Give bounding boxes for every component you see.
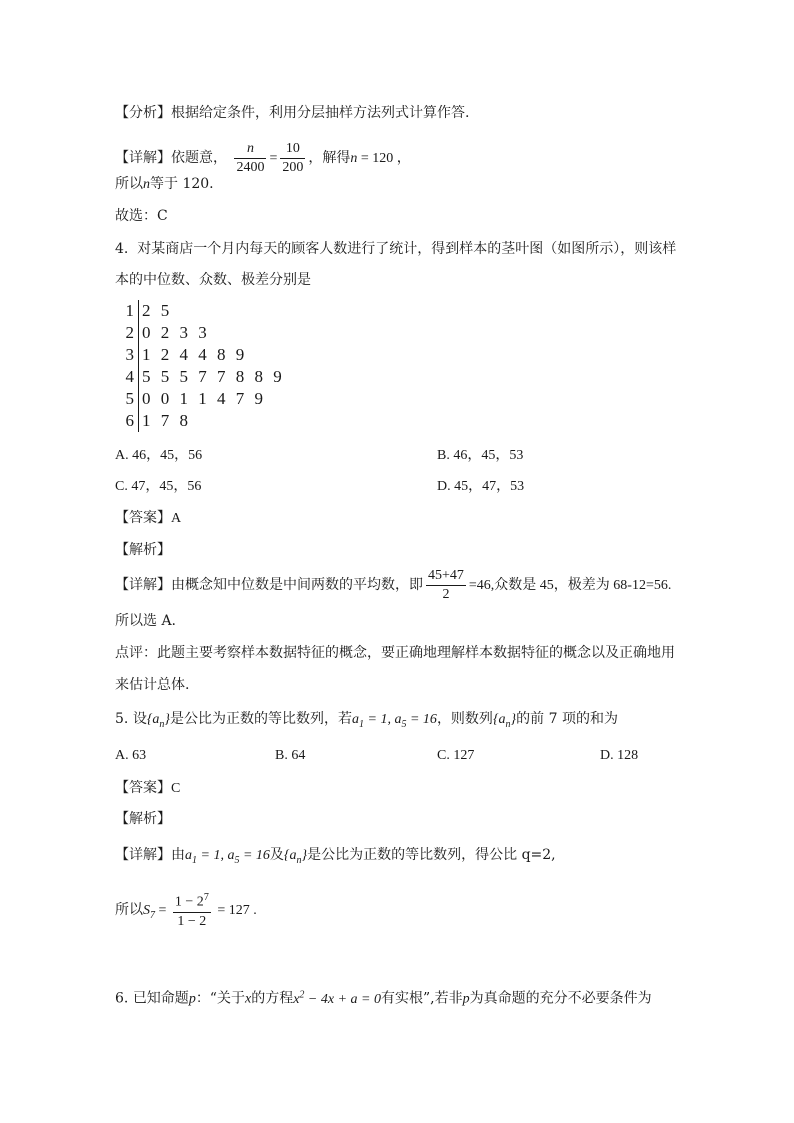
detail-q3: 【详解】依题意， $\frac{n}{2400}$ = $\frac{10}{200}$ ，解得n = 120 ，: [115, 140, 411, 175]
q4-option-c: C. 47，45，56: [115, 479, 202, 494]
stem-row: [120, 300, 285, 322]
leaf-values: 1 2 4 4 8 9: [142, 345, 248, 364]
stem-value: 3: [125, 345, 134, 364]
stem-value: 6: [125, 411, 134, 430]
stem-divider: [138, 300, 139, 322]
stem-value: 2: [125, 323, 134, 342]
stem-row: [120, 410, 285, 432]
stem-value: 1: [125, 301, 134, 320]
stem-row: [120, 366, 285, 388]
leaf-values: 0 2 3 3: [142, 323, 210, 342]
stem-value: 5: [125, 389, 134, 408]
stem-divider: [138, 388, 139, 410]
stem-row: [120, 344, 285, 366]
question-4-line2: 本的中位数、众数、极差分别是: [115, 272, 311, 288]
leaf-values: 2 5: [142, 301, 173, 320]
fraction-median: $\frac{45+47}{2}$: [428, 567, 464, 602]
stem-divider: [138, 344, 139, 366]
detail-q5: 【详解】由$a_1 = 1$, $a_5 = 16$及$\{a_n\}$是公比为正数的等比数列，得公比 q=2,: [115, 847, 556, 866]
q4-option-a: A. 46，45，56: [115, 448, 203, 463]
stem-row: [120, 322, 285, 344]
q5-option-c: C. 127: [437, 748, 475, 763]
stem-divider: [138, 366, 139, 388]
leaf-values: 1 7 8: [142, 411, 191, 430]
stem-divider: [138, 322, 139, 344]
parse-q4: 【解析】: [115, 542, 171, 558]
q5-option-b: B. 64: [275, 748, 306, 763]
fraction-sum: $\frac{1 - 2^7}{1 - 2}$: [173, 889, 211, 931]
q5-option-d: D. 128: [600, 748, 639, 763]
detail-q4: 【详解】由概念知中位数是中间两数的平均数，即 $\frac{45+47}{2}$ =46,众数是 45，极差为 68-12=56.: [115, 567, 672, 602]
stem-row: [120, 388, 285, 410]
stem-divider: [138, 410, 139, 432]
q4-option-b: B. 46，45，53: [437, 448, 524, 463]
answer-q5: 【答案】C: [115, 780, 181, 796]
question-4-line1: 4. 对某商店一个月内每天的顾客人数进行了统计，得到样本的茎叶图（如图所示），则该样: [115, 241, 677, 257]
analysis-q3: 【分析】根据给定条件，利用分层抽样方法列式计算作答.: [115, 105, 470, 121]
q5-option-a: A. 63: [115, 748, 147, 763]
stem-leaf-plot: [120, 300, 285, 432]
question-6: 6. 已知命题p：“关于x的方程$x^2 - 4x + a = 0$有实根”,若非p为真命题的充分不必要条件为: [115, 989, 652, 1007]
fraction-10-200: $\frac{10}{200}$: [282, 140, 304, 175]
analysis-tag: 【分析】: [115, 105, 171, 121]
comment-q4-line1: 点评：此题主要考察样本数据特征的概念，要正确地理解样本数据特征的概念以及正确地用: [115, 645, 675, 661]
answer-q4: 【答案】A: [115, 510, 182, 526]
parse-q5: 【解析】: [115, 811, 171, 827]
fraction-n-2400: $\frac{n}{2400}$: [236, 140, 265, 175]
q4-option-d: D. 45，47，53: [437, 479, 525, 494]
comment-q4-line2: 来估计总体.: [115, 677, 190, 693]
question-5: 5. 设$\{a_n\}$是公比为正数的等比数列，若$a_1 = 1$, $a_5 = 16$，则数列$\{a_n\}$的前 7 项的和为: [115, 711, 618, 730]
leaf-values: 0 0 1 1 4 7 9: [142, 389, 266, 408]
leaf-values: 5 5 5 7 7 8 8 9: [142, 367, 285, 386]
stem-value: 4: [125, 367, 134, 386]
so-q4: 所以选 A.: [115, 613, 177, 629]
so-q3: 所以n等于 120.: [115, 176, 214, 192]
so-q5: 所以$S_7$ = $\frac{1 - 2^7}{1 - 2}$ = 127 .: [115, 888, 257, 938]
choice-q3: 故选：C: [115, 208, 168, 224]
